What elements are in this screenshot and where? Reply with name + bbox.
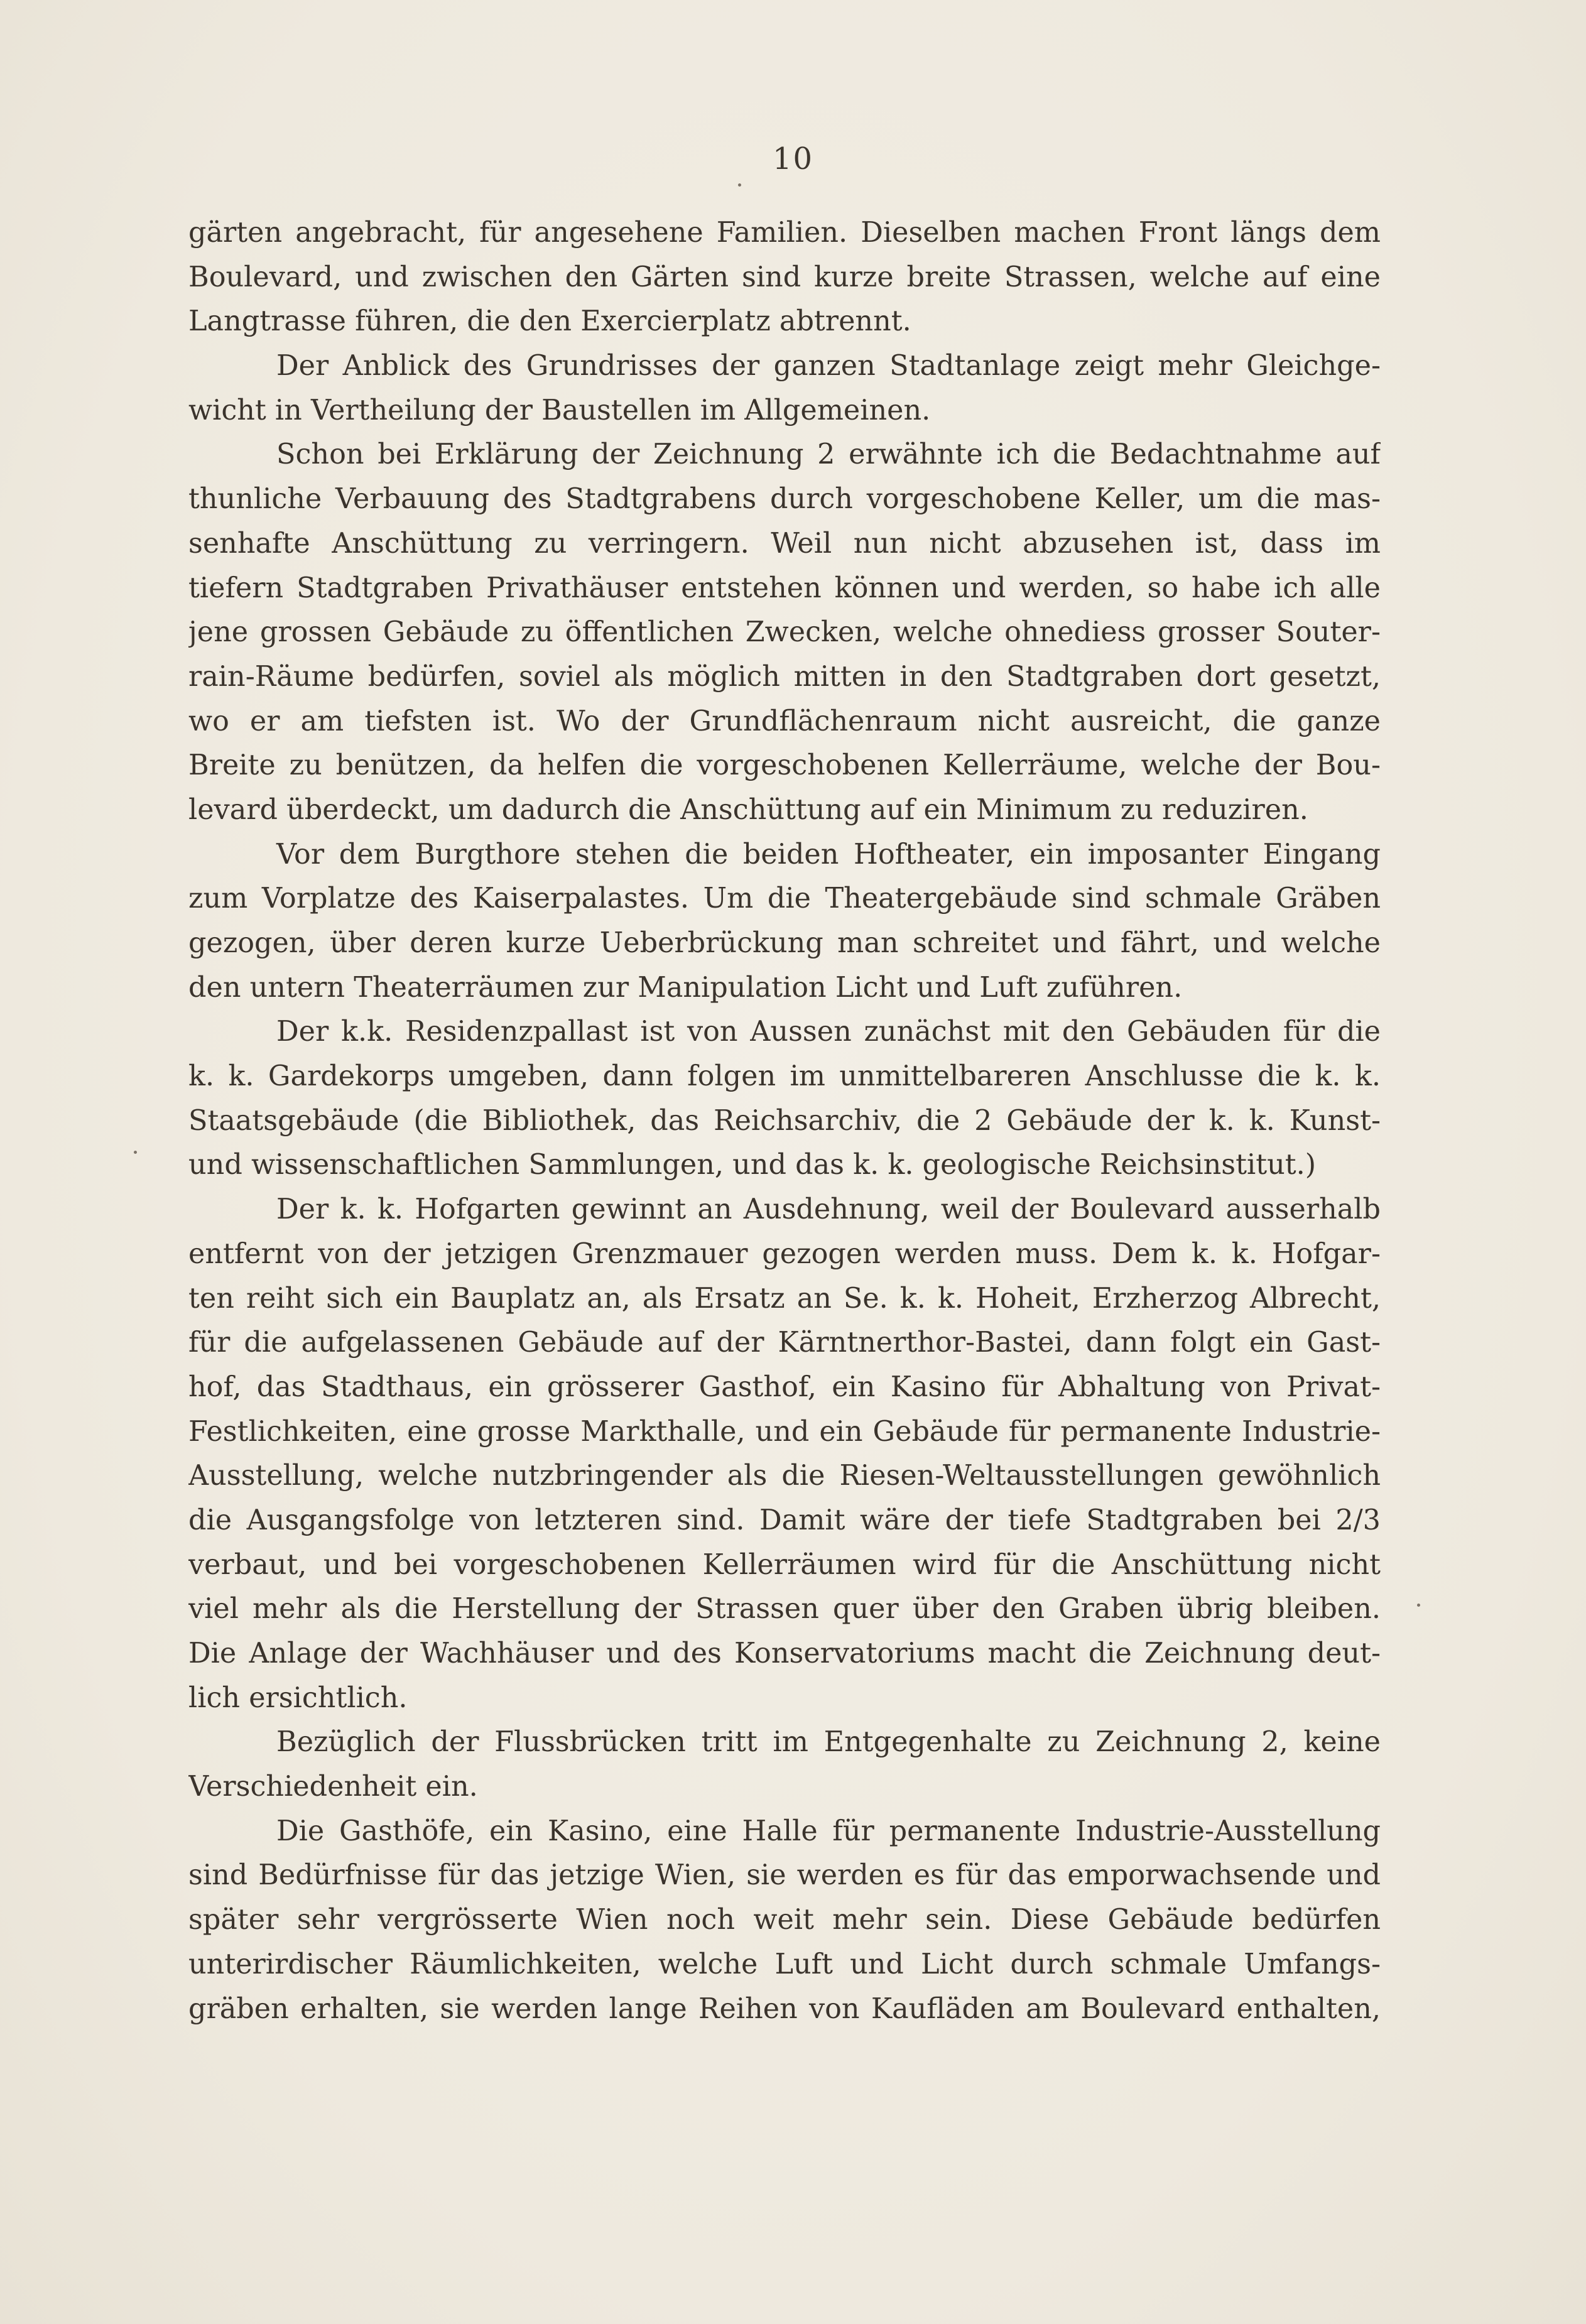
text-line: rain-Räume bedürfen, soviel als möglich mitten in den Stadtgraben dort gesetzt, bbox=[188, 660, 1381, 693]
text-line: Der k.k. Residenzpallast ist von Aussen zunächst mit den Gebäuden für die bbox=[276, 1016, 1381, 1048]
text-line: levard überdeckt, um dadurch die Anschüttung auf ein Minimum zu reduziren. bbox=[188, 793, 1308, 826]
text-line: Schon bei Erklärung der Zeichnung 2 erwähnte ich die Bedachtnahme auf bbox=[276, 438, 1381, 471]
text-line: Die Anlage der Wachhäuser und des Konservatoriums macht die Zeichnung deut- bbox=[188, 1637, 1381, 1670]
paper-speck bbox=[738, 183, 741, 187]
text-line: Staatsgebäude (die Bibliothek, das Reichsarchiv, die 2 Gebäude der k. k. Kunst- bbox=[188, 1104, 1381, 1137]
text-line: Ausstellung, welche nutzbringender als die Riesen-Weltausstellungen gewöhnlich bbox=[188, 1460, 1381, 1492]
body-text bbox=[188, 211, 1381, 2031]
text-line: k. k. Gardekorps umgeben, dann folgen im unmittelbareren Anschlusse die k. k. bbox=[188, 1060, 1381, 1093]
text-line: sind Bedürfnisse für das jetzige Wien, sie werden es für das emporwachsende und bbox=[188, 1859, 1381, 1892]
text-line: wo er am tiefsten ist. Wo der Grundflächenraum nicht ausreicht, die ganze bbox=[188, 705, 1381, 737]
text-line: thunliche Verbauung des Stadtgrabens durch vorgeschobene Keller, um die mas- bbox=[188, 483, 1381, 516]
text-line: Bezüglich der Flussbrücken tritt im Entgegenhalte zu Zeichnung 2, keine bbox=[276, 1726, 1381, 1759]
text-line: ten reiht sich ein Bauplatz an, als Ersatz an Se. k. k. Hoheit, Erzherzog Albrecht, bbox=[188, 1282, 1381, 1315]
text-line: die Ausgangsfolge von letzteren sind. Damit wäre der tiefe Stadtgraben bei 2/3 bbox=[188, 1504, 1381, 1536]
text-line: entfernt von der jetzigen Grenzmauer gezogen werden muss. Dem k. k. Hofgar- bbox=[188, 1237, 1381, 1270]
text-line: Vor dem Burgthore stehen die beiden Hoftheater, ein imposanter Eingang bbox=[276, 838, 1381, 871]
page-number: 10 bbox=[772, 141, 814, 176]
text-line: später sehr vergrösserte Wien noch weit mehr sein. Diese Gebäude bedürfen bbox=[188, 1904, 1381, 1936]
text-line: Die Gasthöfe, ein Kasino, eine Halle für permanente Industrie-Ausstellung bbox=[276, 1815, 1381, 1847]
text-line: senhafte Anschüttung zu verringern. Weil nun nicht abzusehen ist, dass im bbox=[188, 527, 1381, 560]
text-line: viel mehr als die Herstellung der Strassen quer über den Graben übrig bleiben. bbox=[188, 1593, 1381, 1626]
text-line: den untern Theaterräumen zur Manipulation Licht und Luft zuführen. bbox=[188, 971, 1183, 1004]
text-line: Der Anblick des Grundrisses der ganzen Stadtanlage zeigt mehr Gleichge- bbox=[276, 350, 1381, 383]
text-line: unterirdischer Räumlichkeiten, welche Luft und Licht durch schmale Umfangs- bbox=[188, 1948, 1381, 1980]
paper-speck bbox=[1417, 1604, 1420, 1607]
text-line: lich ersichtlich. bbox=[188, 1681, 408, 1714]
text-line: für die aufgelassenen Gebäude auf der Kärntnerthor-Bastei, dann folgt ein Gast- bbox=[188, 1327, 1381, 1359]
text-line: Der k. k. Hofgarten gewinnt an Ausdehnung, weil der Boulevard ausserhalb bbox=[276, 1193, 1381, 1226]
text-line: wicht in Vertheilung der Baustellen im Allgemeinen. bbox=[188, 394, 931, 426]
text-line: Boulevard, und zwischen den Gärten sind kurze breite Strassen, welche auf eine bbox=[188, 261, 1381, 293]
text-line: gärten angebracht, für angesehene Familien. Dieselben machen Front längs dem bbox=[188, 217, 1381, 249]
paper-speck bbox=[134, 1151, 137, 1154]
text-line: und wissenschaftlichen Sammlungen, und das k. k. geologische Reichsinstitut.) bbox=[188, 1149, 1317, 1181]
text-line: zum Vorplatze des Kaiserpalastes. Um die Theatergebäude sind schmale Gräben bbox=[188, 882, 1381, 915]
text-line: gräben erhalten, sie werden lange Reihen von Kaufläden am Boulevard enthalten, bbox=[188, 1992, 1381, 2025]
text-line: hof, das Stadthaus, ein grösserer Gasthof, ein Kasino für Abhaltung von Privat- bbox=[188, 1371, 1381, 1403]
text-line: Breite zu benützen, da helfen die vorgeschobenen Kellerräume, welche der Bou- bbox=[188, 749, 1381, 782]
text-line: jene grossen Gebäude zu öffentlichen Zwecken, welche ohnediess grosser Souter- bbox=[188, 616, 1381, 649]
text-line: Verschiedenheit ein. bbox=[188, 1771, 478, 1803]
text-line: gezogen, über deren kurze Ueberbrückung man schreitet und fährt, und welche bbox=[188, 927, 1381, 959]
text-line: tiefern Stadtgraben Privathäuser entstehen können und werden, so habe ich alle bbox=[188, 572, 1381, 604]
text-line: Langtrasse führen, die den Exercierplatz abtrennt. bbox=[188, 305, 911, 338]
text-line: Festlichkeiten, eine grosse Markthalle, und ein Gebäude für permanente Industrie- bbox=[188, 1415, 1381, 1448]
text-line: verbaut, und bei vorgeschobenen Kellerräumen wird für die Anschüttung nicht bbox=[188, 1548, 1381, 1581]
